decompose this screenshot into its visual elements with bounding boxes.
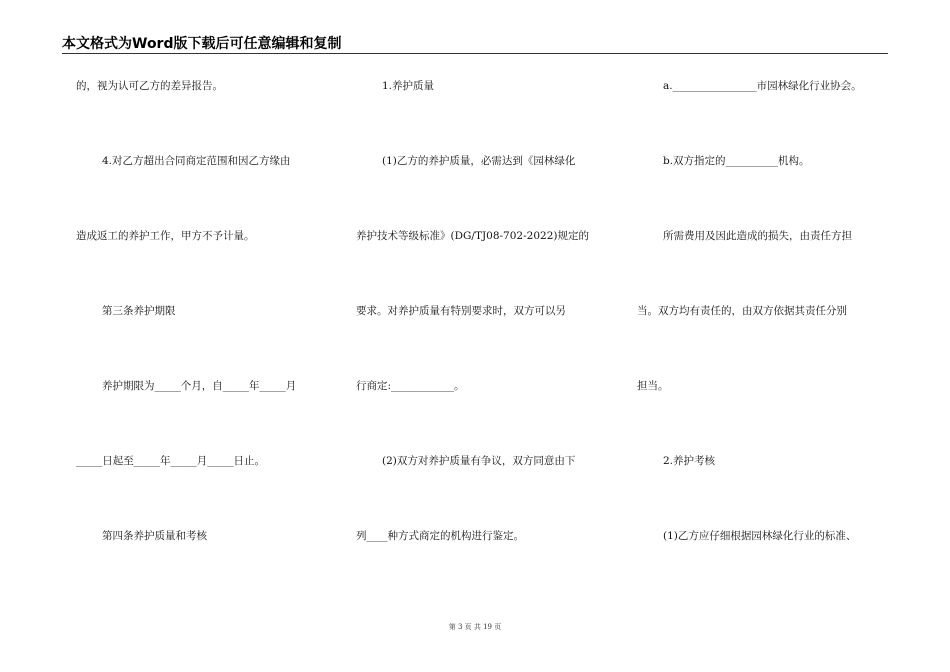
- text-line: 行商定:____________。: [356, 380, 465, 392]
- text-line: 的，视为认可乙方的差异报告。: [76, 80, 223, 92]
- text-line: 4.对乙方超出合同商定范围和因乙方缘由: [102, 155, 291, 167]
- text-line: 列____种方式商定的机构进行鉴定。: [356, 530, 524, 542]
- text-column-1: [76, 0, 326, 672]
- section-heading: 第三条养护期限: [102, 305, 176, 317]
- text-line: 所需费用及因此造成的损失，由责任方担: [663, 230, 852, 242]
- text-line: 2.养护考核: [663, 455, 716, 467]
- section-heading: 第四条养护质量和考核: [102, 530, 207, 542]
- text-column-3: [637, 0, 887, 672]
- text-column-2: [356, 0, 608, 672]
- text-line: a.________________市园林绿化行业协会。: [663, 80, 862, 92]
- text-line: 当。双方均有责任的，由双方依据其责任分别: [637, 305, 847, 317]
- text-line: 养护期限为_____个月，自_____年_____月: [102, 380, 297, 392]
- text-line: 担当。: [637, 380, 669, 392]
- text-line: 造成返工的养护工作，甲方不予计量。: [76, 230, 255, 242]
- text-line: 1.养护质量: [382, 80, 435, 92]
- text-line: (1)乙方应仔细根据园林绿化行业的标准、: [663, 530, 857, 542]
- text-line: b.双方指定的__________机构。: [663, 155, 810, 167]
- text-line: 要求。对养护质量有特别要求时，双方可以另: [356, 305, 566, 317]
- text-line: (1)乙方的养护质量，必需达到《园林绿化: [382, 155, 576, 167]
- text-line: 养护技术等级标准》(DG/TJ08-702-2022)规定的: [356, 230, 589, 242]
- page-number: 第 3 页 共 19 页: [448, 623, 502, 631]
- text-line: _____日起至_____年_____月_____日止。: [76, 455, 265, 467]
- header-title: 本文格式为Word版下载后可任意编辑和复制: [62, 36, 342, 52]
- text-line: (2)双方对养护质量有争议，双方同意由下: [382, 455, 576, 467]
